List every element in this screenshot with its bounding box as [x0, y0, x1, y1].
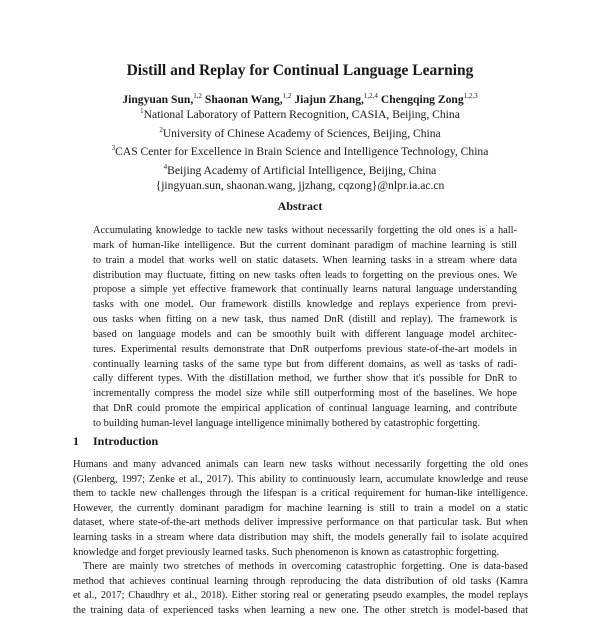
abstract-line: continually learning tasks of the same type but from different domains, as well as tasks of radi-: [93, 358, 517, 370]
affiliation-marker: 3: [111, 144, 116, 153]
body-line: There are mainly two stretches of methods in overcoming catastrophic forgetting. One is data-based: [83, 561, 528, 573]
abstract-line: propose a simple yet effective framework that continually learns natural language understanding: [93, 284, 517, 296]
affiliation: [0, 123, 600, 142]
abstract-line: Accumulating knowledge to tackle new tasks without necessarily forgetting the old ones is a hall-: [93, 225, 517, 236]
affiliation-marker: 1: [140, 107, 144, 115]
intro-body: [73, 458, 528, 619]
author-name: Chengqing Zong: [380, 93, 464, 106]
section-number: 1: [73, 434, 79, 448]
author-name: Jingyuan Sun,: [122, 93, 194, 106]
body-line: dataset, where state-of-the-art methods deliver impressive performance on that particular task. But when: [73, 517, 528, 529]
affiliation: [0, 104, 600, 123]
abstract-line: distribution may fluctuate, fitting on new tasks often leads to forgetting on the previous ones. We: [93, 269, 517, 281]
section-title: Introduction: [93, 434, 159, 448]
body-line: Humans and many advanced animals can learn new tasks without necessarily forgetting the old ones: [73, 459, 528, 470]
abstract-line: mark of human-like intelligence. But the current dominant paradigm of machine learning is still: [93, 239, 517, 251]
abstract-line: incrementally compress the model size while still outperforming most of the baselines. We hope: [93, 388, 517, 400]
author-name: Jiajun Zhang,: [294, 93, 364, 106]
body-line: the training data of experienced tasks when learning a new one. The other stretch is model-based that: [73, 604, 528, 616]
body-line: learning tasks in a stream where data distribution may shift, the models generally fail to isolate acquired: [73, 531, 528, 543]
body-line: method that achieves continual learning through reproducing the data distribution of old tasks (Kamra: [73, 575, 528, 587]
abstract-line: based on language models and can be smoothly built with different language model architec-: [93, 328, 517, 340]
affiliation-marker: 4: [163, 162, 168, 171]
abstract-body: [93, 224, 517, 432]
affiliation-marker: 2: [159, 125, 163, 134]
abstract-line: to building human-level language intelligence minimally bothered by catastrophic forgetting.: [93, 417, 481, 429]
body-line: them to tackle new challenges through the lifespan is a critical requirement for human-like intelligence.: [73, 488, 528, 500]
affiliation-text: CAS Center for Excellence in Brain Science and Intelligence Technology, China: [115, 145, 489, 159]
body-line: (Glenberg, 1997; Zenke et al., 2017). This ability to continuously learn, accumulate knowledge and reuse: [73, 473, 528, 485]
abstract-line: to train a model that works well on static datasets. When learning tasks in a stream where data: [93, 254, 517, 266]
paper-title: Distill and Replay for Continual Language Learning: [126, 62, 474, 79]
affiliation-text: Beijing Academy of Artificial Intelligence, Beijing, China: [167, 163, 437, 177]
author-affil-marker: 1,2: [193, 92, 202, 100]
author-emails: {jingyuan.sun, shaonan.wang, jjzhang, cqzong}@nlpr.ia.ac.cn: [155, 179, 445, 193]
body-line: et al., 2017; Chaudhry et al., 2018). Either storing real or generating pseudo examples, the model replays: [73, 590, 528, 602]
body-line: However, the currently dominant paradigm for machine learning is still to train a model on a static: [73, 502, 528, 514]
affiliation: [0, 160, 600, 179]
abstract-line: cally different types. With the distillation method, we further show that it's possible for DnR to: [93, 373, 517, 385]
abstract-line: tasks with one model. Our framework distills knowledge and replays experience from previ-: [93, 299, 517, 311]
affiliation-text: National Laboratory of Pattern Recognition, CASIA, Beijing, China: [143, 108, 460, 121]
abstract-line: tures. Experimental results demonstrate that DnR outperfoms previous state-of-the-art models in: [93, 343, 517, 355]
affiliation-text: University of Chinese Academy of Sciences, Beijing, China: [162, 126, 441, 140]
abstract-heading: Abstract: [277, 199, 323, 213]
author-affil-marker: 1,2,3: [463, 92, 478, 100]
abstract-line: ous tasks when fitting on a new task, thus named DnR (distill and replay). The framework is: [93, 314, 517, 326]
abstract-line: that DnR could promote the empirical application of continual language learning, and contribute: [93, 403, 517, 415]
author-affil-marker: 1,2,4: [363, 92, 378, 100]
body-line: knowledge and forget previously learned tasks. Such phenomenon is known as catastrophic forgetting.: [73, 546, 500, 558]
author-affil-marker: 1,2: [282, 92, 292, 100]
section-heading: [73, 433, 158, 449]
author-name: Shaonan Wang,: [204, 93, 283, 106]
affiliation-list: [0, 104, 600, 194]
affiliation: [0, 141, 600, 160]
